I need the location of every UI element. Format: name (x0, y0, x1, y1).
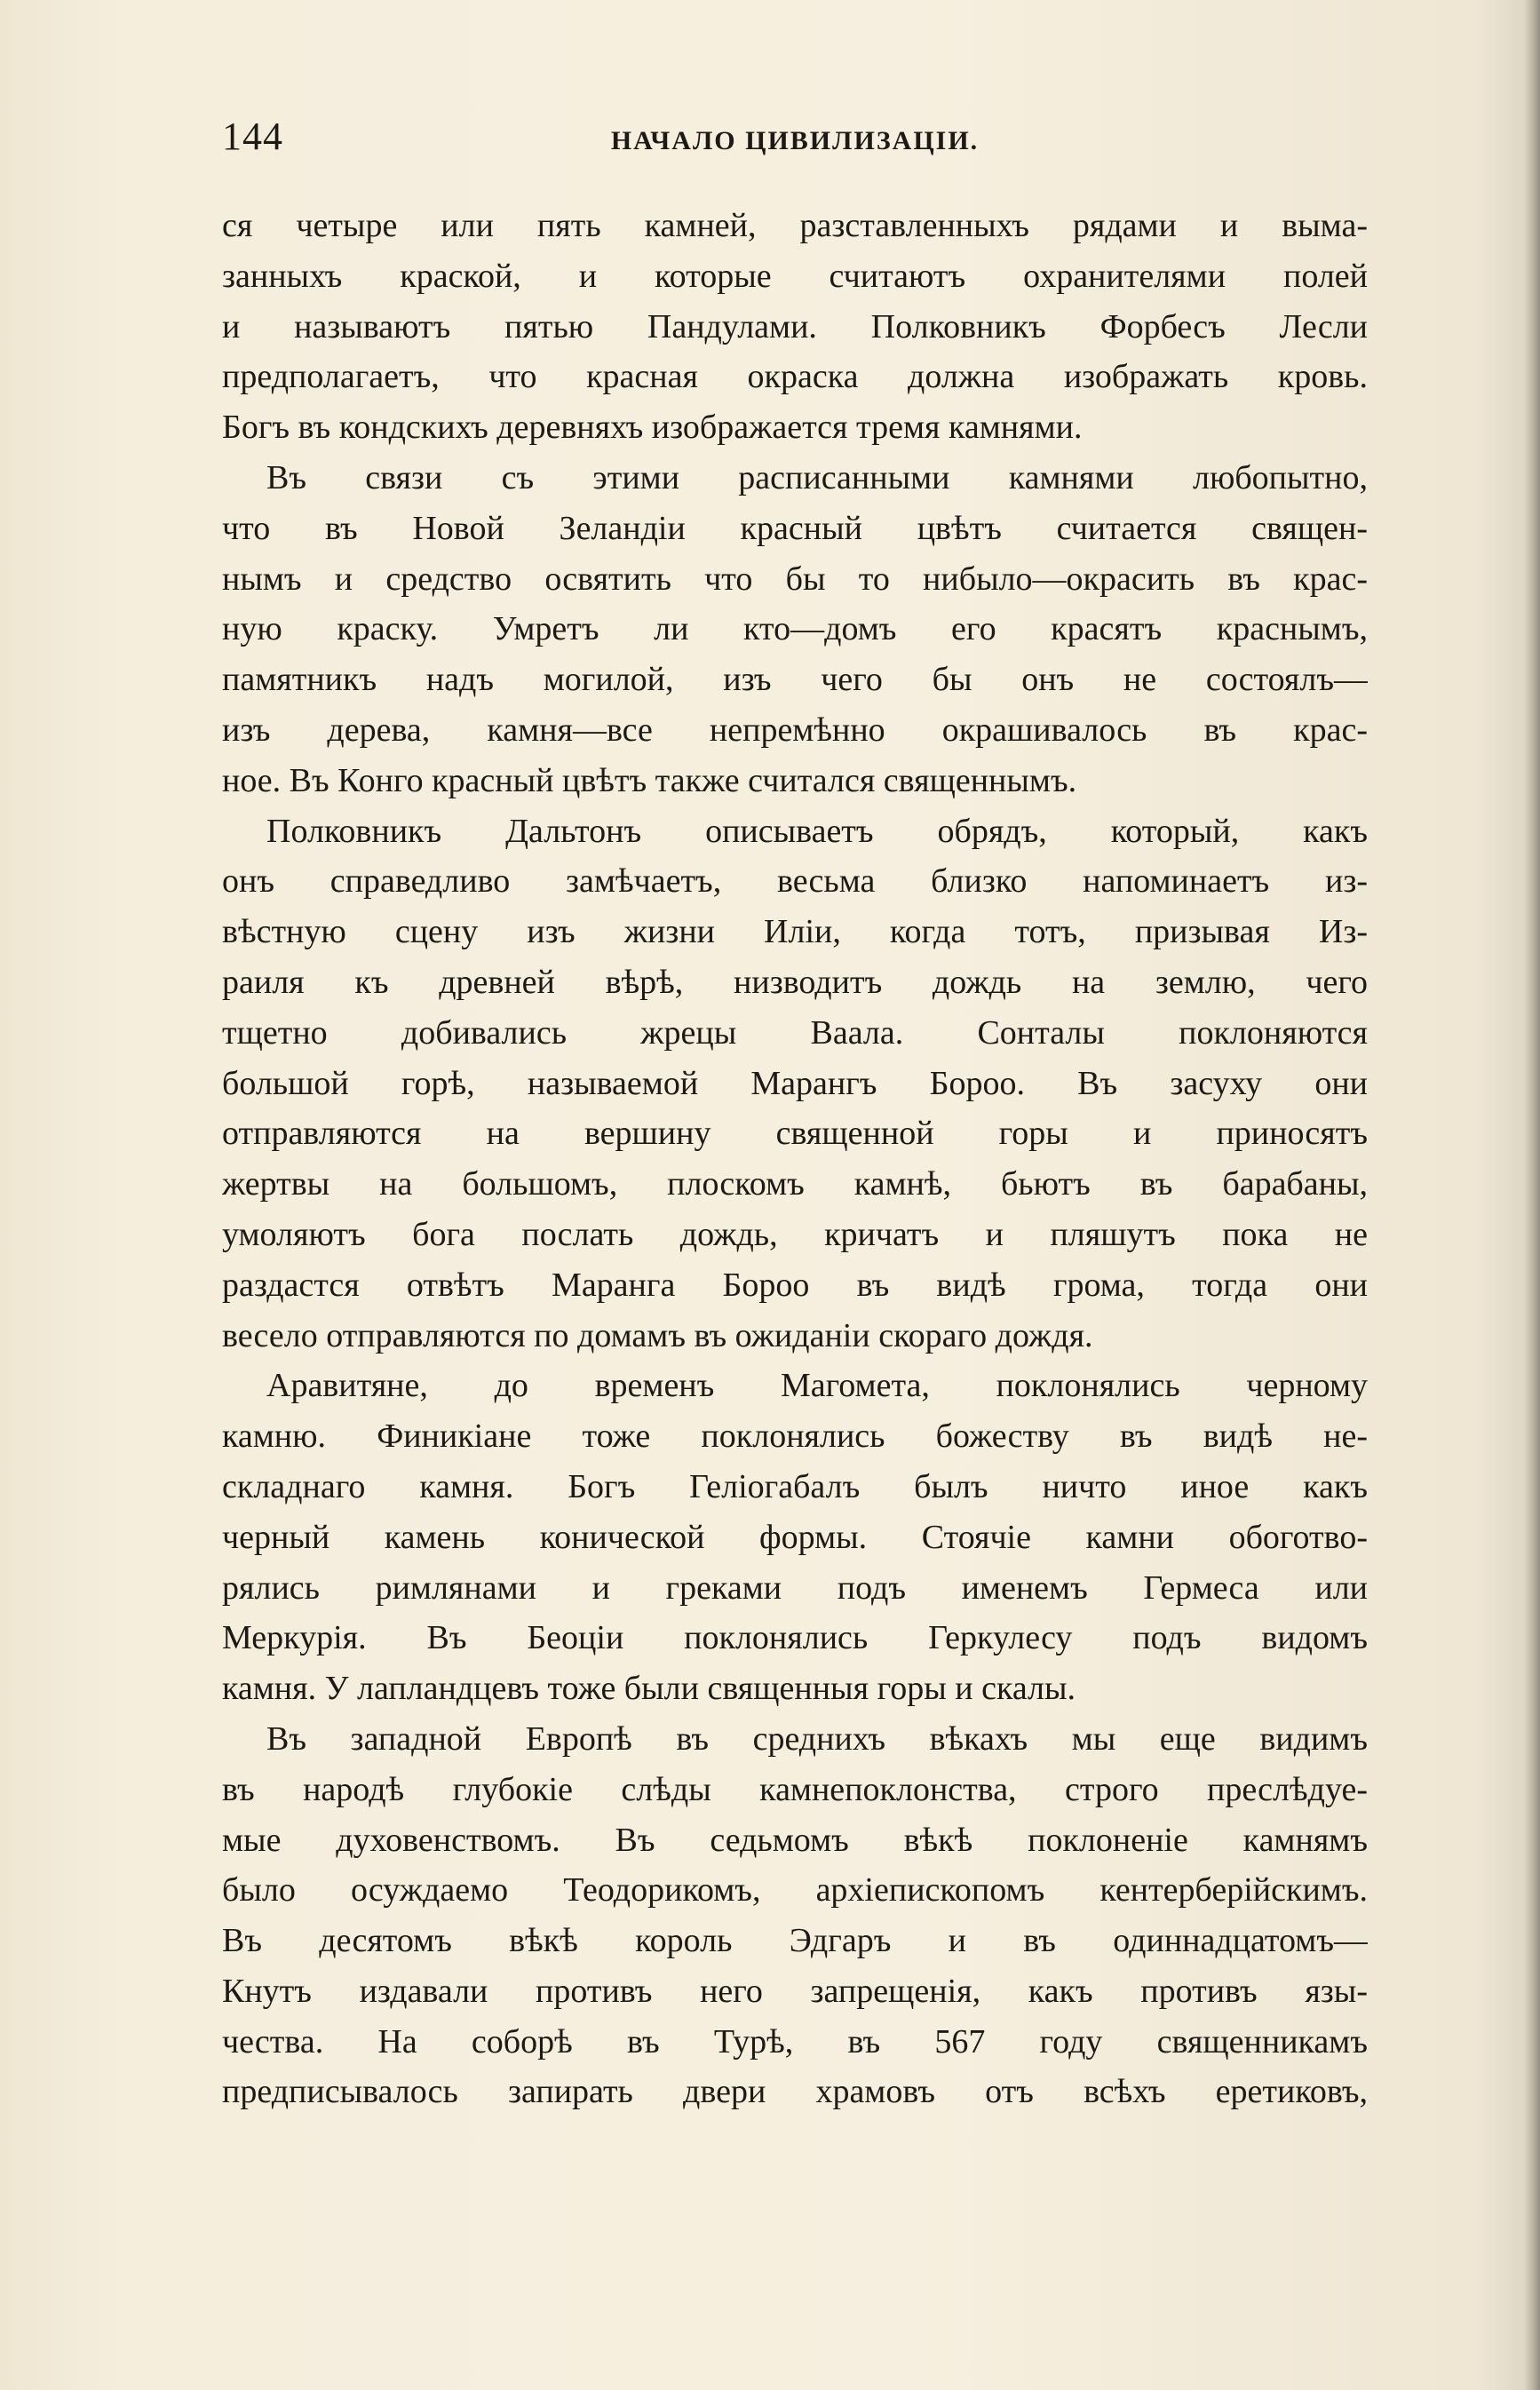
text-line: изъ дерева, камня—все непремѣнно окрашивалось въ крас- (222, 711, 1368, 749)
text-line: Въ связи съ этими расписанными камнями любопытно, (266, 458, 1368, 496)
text-line: что въ Новой Зеландіи красный цвѣтъ считается священ- (222, 509, 1368, 547)
page-edge-shadow (1524, 0, 1540, 2390)
text-line: раздастся отвѣтъ Маранга Бороо въ видѣ грома, тогда они (222, 1266, 1368, 1304)
page-number: 144 (222, 115, 283, 158)
text-line: мые духовенствомъ. Въ седьмомъ вѣкѣ поклоненіе камнямъ (222, 1821, 1368, 1859)
text-line: отправляются на вершину священной горы и приносятъ (222, 1115, 1368, 1153)
text-line: большой горѣ, называемой Марангъ Бороо. Въ засуху они (222, 1064, 1368, 1102)
text-line: рялись римлянами и греками подъ именемъ Гермеса или (222, 1568, 1368, 1607)
text-line: Кнутъ издавали противъ него запрещенія, какъ противъ язы- (222, 1972, 1368, 2010)
text-line: нымъ и средство освятить что бы то нибыло—окрасить въ крас- (222, 560, 1368, 598)
text-line: Богъ въ кондскихъ деревняхъ изображается тремя камнями. (222, 409, 1083, 447)
text-line: Въ десятомъ вѣкѣ король Эдгаръ и въ одиннадцатомъ— (222, 1922, 1368, 1960)
text-line: складнаго камня. Богъ Геліогабалъ былъ ничто иное какъ (222, 1467, 1368, 1505)
text-line: онъ справедливо замѣчаетъ, весьма близко напоминаетъ из- (222, 862, 1368, 901)
text-line: въ народѣ глубокіе слѣды камнепоклонства, строго преслѣдуе- (222, 1770, 1368, 1808)
text-line: тщетно добивались жрецы Ваала. Сонталы поклоняются (222, 1013, 1368, 1052)
text-line: Аравитяне, до временъ Магомета, поклонялись черному (266, 1367, 1368, 1405)
text-line: предполагаетъ, что красная окраска должна изображать кровь. (222, 358, 1368, 396)
text-line: ся четыре или пять камней, разставленныхъ рядами и выма- (222, 207, 1368, 244)
text-line: камню. Финикіане тоже поклонялись божеству въ видѣ не- (222, 1417, 1368, 1456)
body-text (222, 201, 1368, 2117)
text-line: Меркурія. Въ Беоціи поклонялись Геркулесу подъ видомъ (222, 1619, 1368, 1657)
text-line: черный камень конической формы. Стоячіе камни обоготво- (222, 1518, 1368, 1556)
text-line: умоляютъ бога послать дождь, кричатъ и пляшутъ пока не (222, 1215, 1368, 1253)
text-line: ную краску. Умретъ ли кто—домъ его красятъ краснымъ, (222, 610, 1368, 648)
text-line: было осуждаемо Теодорикомъ, архіепископомъ кентерберійскимъ. (222, 1871, 1368, 1910)
text-line: весело отправляются по домамъ въ ожиданіи скораго дождя. (222, 1316, 1093, 1354)
page-header (222, 114, 1368, 167)
text-line: предписывалось запирать двери храмовъ отъ всѣхъ еретиковъ, (222, 2073, 1368, 2111)
running-title: НАЧАЛО ЦИВИЛИЗАЦІИ. (610, 126, 980, 155)
text-line: раиля къ древней вѣрѣ, низводитъ дождь на землю, чего (222, 963, 1368, 1001)
text-line: чества. На соборѣ въ Турѣ, въ 567 году священникамъ (222, 2022, 1368, 2060)
text-line: жертвы на большомъ, плоскомъ камнѣ, бьютъ въ барабаны, (222, 1165, 1368, 1203)
text-line: камня. У лапландцевъ тоже были священныя горы и скалы. (222, 1670, 1076, 1708)
text-line: Полковникъ Дальтонъ описываетъ обрядъ, который, какъ (266, 812, 1368, 850)
text-line: и называютъ пятью Пандулами. Полковникъ Форбесъ Лесли (222, 307, 1368, 345)
text-line: Въ западной Европѣ въ среднихъ вѣкахъ мы еще видимъ (266, 1719, 1368, 1758)
text-line: ное. Въ Конго красный цвѣтъ также считался священнымъ. (222, 761, 1077, 799)
text-line: памятникъ надъ могилой, изъ чего бы онъ не состоялъ— (222, 661, 1368, 699)
text-line: вѣстную сцену изъ жизни Иліи, когда тотъ, призывая Из- (222, 913, 1368, 951)
text-line: занныхъ краской, и которые считаютъ охранителями полей (222, 257, 1368, 295)
